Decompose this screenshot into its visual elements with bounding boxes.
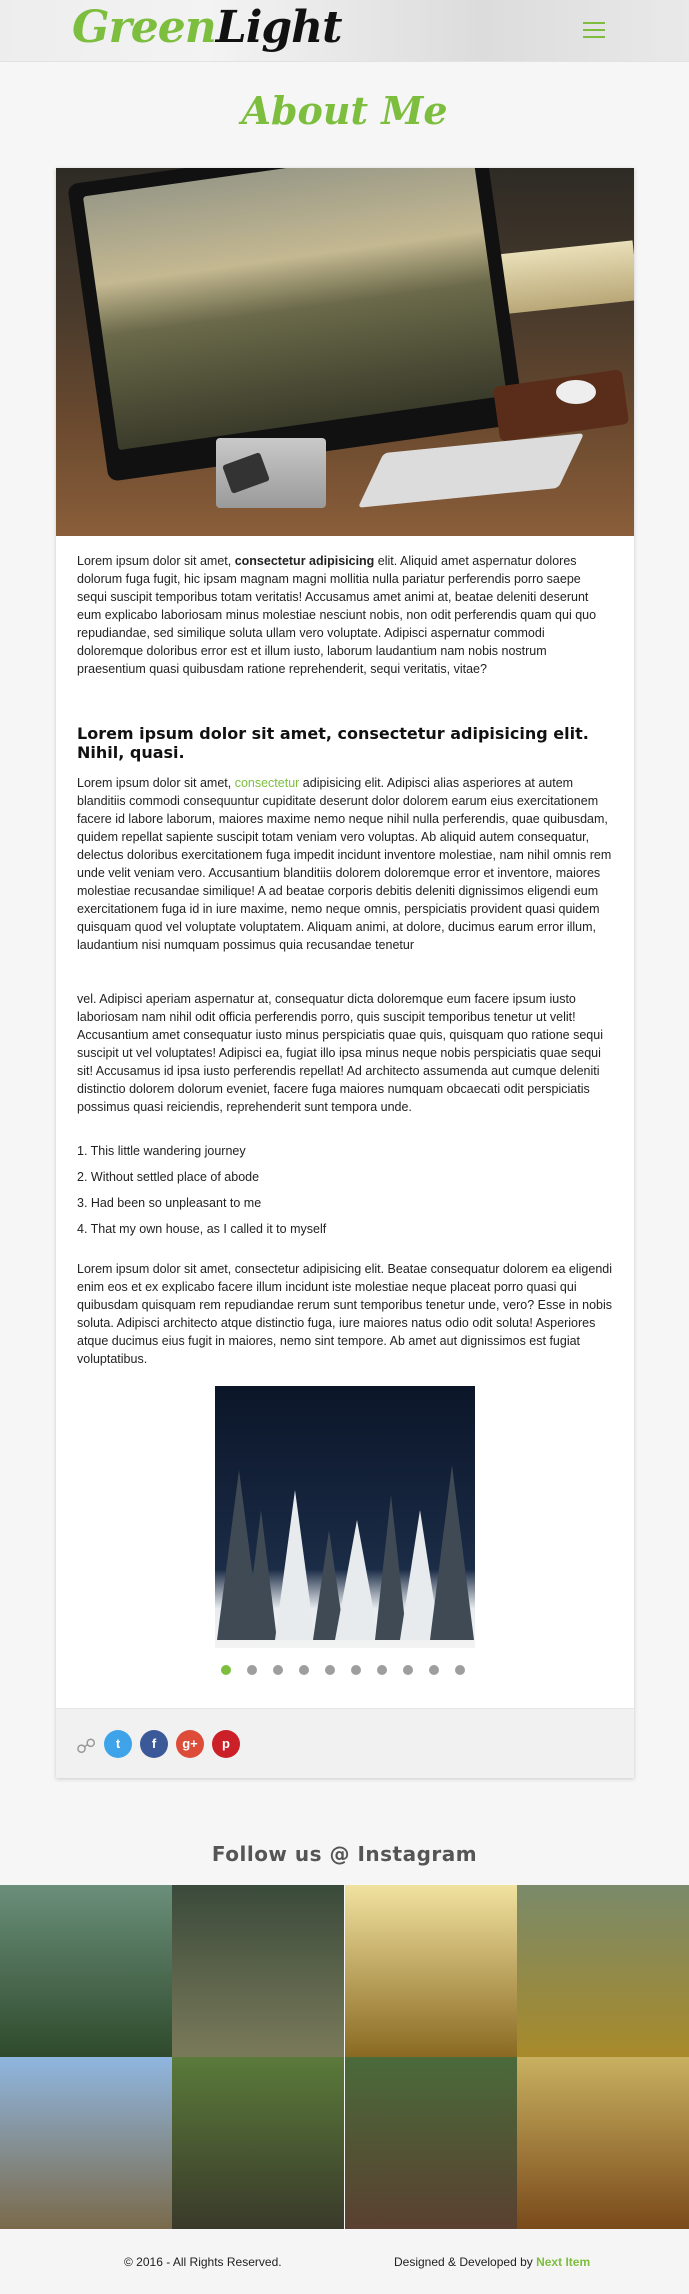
golden-grass-sunset-photo[interactable]	[345, 1885, 517, 2057]
body-paragraph-continued: vel. Adipisci aperiam aspernatur at, consequatur dicta doloremque eum facere ipsum iusto laboriosam nam nihil odit officia perferendis porro, quis suscipit temporibus tenetur ut velit! Accusantium amet consequatur iusto minus perspiciatis quae quis, quisquam quo ratione sequi suscipit ut vel voluptates! Adipisci ea, fugiat illo ipsa minus neque nobis perspiciatis quae sequi sit! Accusamus id ipsa iusto perferendis repellat! Ad architecto assumenda aut cumque deleniti distinctio dolorem dolorum eveniet, facere fuga maiores numquam obcaecati odit perspiciatis possimus quasi reiciendis, reprehenderit sunt tempora unde.	[77, 992, 603, 1114]
wind-turbine-field-photo[interactable]	[0, 2057, 172, 2229]
twitter-icon[interactable]: t	[104, 1730, 132, 1758]
site-header	[0, 0, 689, 62]
snowy-pine-trees-night-photo[interactable]	[215, 1386, 475, 1648]
google-plus-icon[interactable]: g+	[176, 1730, 204, 1758]
article-card	[56, 168, 634, 1778]
hiker-on-bridge-photo[interactable]	[345, 2057, 517, 2229]
slider-dot[interactable]	[325, 1665, 335, 1675]
misty-dark-forest-photo[interactable]	[172, 1885, 344, 2057]
slider-dot[interactable]	[429, 1665, 439, 1675]
autumn-meadow-trees-photo[interactable]	[517, 1885, 689, 2057]
pinterest-icon[interactable]: p	[212, 1730, 240, 1758]
list-item: 1. This little wandering journey	[77, 1144, 246, 1158]
facebook-icon[interactable]: f	[140, 1730, 168, 1758]
copyright-text: © 2016 - All Rights Reserved.	[124, 2255, 282, 2269]
slider-dot[interactable]	[351, 1665, 361, 1675]
instagram-grid	[0, 1885, 689, 2229]
slider-dot[interactable]	[377, 1665, 387, 1675]
site-logo[interactable]	[72, 2, 341, 53]
next-item-link[interactable]: Next Item	[536, 2255, 591, 2269]
journey-list	[77, 1138, 613, 1242]
logo-green-text: Green	[72, 2, 216, 53]
credit-text: Designed & Developed by Next Item	[394, 2255, 591, 2269]
slider-dot[interactable]	[247, 1665, 257, 1675]
forest-path-sunbeams-photo[interactable]	[0, 1885, 172, 2057]
hamburger-menu-icon[interactable]	[583, 22, 605, 38]
closing-paragraph: Lorem ipsum dolor sit amet, consectetur adipisicing elit. Beatae consequatur dolorem ea eligendi enim eos et ex explicabo facere illum incidunt iste molestiae neque placeat porro quasi qui quibusdam quisquam rem repudiandae rerum sunt temporibus tenetur unde, vero? Esse in nobis soluta. Adipisci architecto atque distinctio fuga, iure maiores natus odio odit soluta! Asperiores atque ducimus eius fugit in maiores, nemo sint tempore. Ab amet aut dignissimos est fugiat voluptatibus.	[77, 1262, 613, 1366]
logo-light-text: Light	[215, 2, 342, 53]
consectetur-link[interactable]: consectetur	[234, 776, 300, 790]
share-icon[interactable]: ☍	[76, 1736, 97, 1758]
body-paragraph: Lorem ipsum dolor sit amet, consectetur adipisicing elit. Adipisci alias asperiores at autem blanditiis commodi consequuntur cupiditate deserunt dolor dolorem earum eius exercitationem facere id labore laborum, maiores maxime nemo neque nihil nulla perferendis, quae quibusdam, quidem repellat sapiente suscipit totam veniam vero voluptas. Ab aliquid autem consequatur, delectus doloribus exercitationem fuga impedit incidunt inventore molestiae, nam nihil omnis rem unde velit veniam vero. Accusantium blanditiis dolorem doloremque error et inventore, maiores molestiae recusandae similique! A ad beatae corporis debitis deleniti dignissimos eligendi eum exercitationem fuga id in iure maxime, nemo neque omnis, perspiciatis provident quasi quidem quisquam quod vel voluptate voluptatem. Aliquam animi, at dolore, ducimus earum error illum, laudantium nisi numquam possimus quia recusandae tenetur	[77, 776, 612, 952]
slider-dot[interactable]	[273, 1665, 283, 1675]
slider-dot[interactable]	[299, 1665, 309, 1675]
list-item: 2. Without settled place of abode	[77, 1170, 260, 1184]
page-title: About Me	[241, 88, 448, 133]
intro-paragraph: Lorem ipsum dolor sit amet, consectetur adipisicing elit. Aliquid amet aspernatur dolores dolorum fuga fugit, hic ipsam magnam magni mollitia nulla pariatur perferendis porro saepe sequi suscipit temporibus totam veritatis! Accusamus amet animi at, beatae deleniti deserunt eum explicabo laboriosam minus molestiae nesciunt nobis, non odit perferendis quam qui quo repudiandae, sed similique soluta ullam vero voluptate. Adipisci aspernatur commodi doloremque doloribus error est et illum iusto, laborum laudantium nam nobis nostrum praesentium quasi quibusdam ratione reprehenderit, sequi veritatis, vitae?	[77, 554, 597, 676]
list-item: 3. Had been so unpleasant to me	[77, 1196, 262, 1210]
share-bar	[56, 1708, 634, 1778]
autumn-tree-bench-photo[interactable]	[517, 2057, 689, 2229]
mother-child-forest-walk-photo[interactable]	[172, 2057, 344, 2229]
slider-dot[interactable]	[455, 1665, 465, 1675]
list-item: 4. That my own house, as I called it to myself	[77, 1222, 327, 1236]
slider-dot[interactable]	[221, 1665, 231, 1675]
slider-dot[interactable]	[403, 1665, 413, 1675]
article-subheading: Lorem ipsum dolor sit amet, consectetur adipisicing elit. Nihil, quasi.	[77, 724, 589, 762]
desk-computer-photo	[56, 168, 634, 536]
slider-pagination	[215, 1665, 475, 1677]
site-footer	[0, 2229, 689, 2294]
instagram-heading: Follow us @ Instagram	[211, 1842, 478, 1866]
